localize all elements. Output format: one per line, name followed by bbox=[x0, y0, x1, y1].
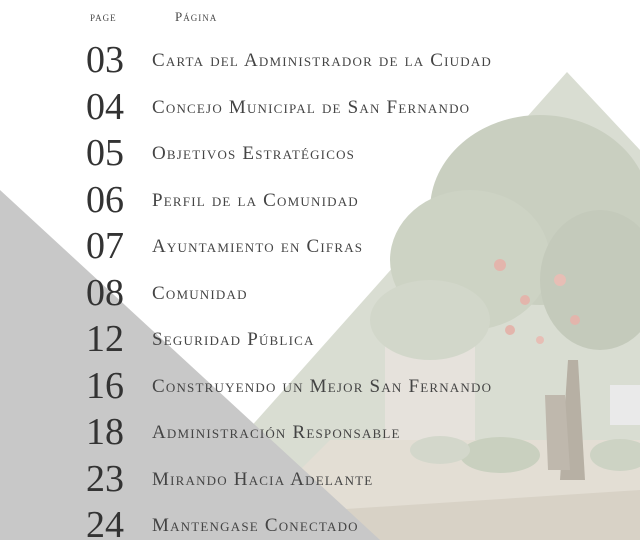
toc-page-number: 05 bbox=[86, 132, 124, 174]
toc-title: Concejo Municipal de San Fernando bbox=[152, 96, 471, 118]
toc-title: Construyendo un Mejor San Fernando bbox=[152, 375, 493, 397]
toc-page-number: 12 bbox=[86, 318, 124, 360]
pagina-column-header: Página bbox=[175, 9, 218, 24]
toc-title: Perfil de la Comunidad bbox=[152, 189, 359, 211]
toc-entry[interactable] bbox=[0, 180, 640, 227]
toc-page-number: 03 bbox=[86, 39, 124, 81]
toc-entry[interactable] bbox=[0, 412, 640, 459]
toc-title: Objetivos Estratégicos bbox=[152, 143, 356, 164]
toc-title: Comunidad bbox=[152, 282, 248, 304]
toc-title: Seguridad Pública bbox=[152, 329, 315, 350]
toc-page-number: 18 bbox=[86, 411, 124, 453]
table-of-contents bbox=[0, 40, 640, 552]
toc-entry[interactable] bbox=[0, 226, 640, 273]
toc-entry[interactable] bbox=[0, 133, 640, 180]
toc-title: Administración Responsable bbox=[152, 422, 401, 443]
toc-page-number: 04 bbox=[86, 85, 124, 128]
toc-entry[interactable] bbox=[0, 459, 640, 506]
toc-entry[interactable] bbox=[0, 40, 640, 87]
toc-page-number: 06 bbox=[86, 178, 124, 221]
toc-page-number: 16 bbox=[86, 364, 124, 407]
toc-entry[interactable] bbox=[0, 366, 640, 413]
toc-title: Mirando Hacia Adelante bbox=[152, 468, 374, 490]
toc-entry[interactable] bbox=[0, 273, 640, 320]
toc-entry[interactable] bbox=[0, 319, 640, 366]
toc-title: Mantengase Conectado bbox=[152, 515, 359, 536]
toc-page-number: 08 bbox=[86, 271, 124, 314]
toc-entry[interactable] bbox=[0, 87, 640, 134]
toc-page-number: 07 bbox=[86, 225, 124, 267]
toc-entry[interactable] bbox=[0, 505, 640, 552]
page-column-header: page bbox=[90, 9, 117, 24]
toc-title: Ayuntamiento en Cifras bbox=[152, 236, 364, 257]
toc-page-number: 24 bbox=[86, 504, 124, 546]
toc-title: Carta del Administrador de la Ciudad bbox=[152, 50, 493, 71]
toc-page-number: 23 bbox=[86, 457, 124, 500]
